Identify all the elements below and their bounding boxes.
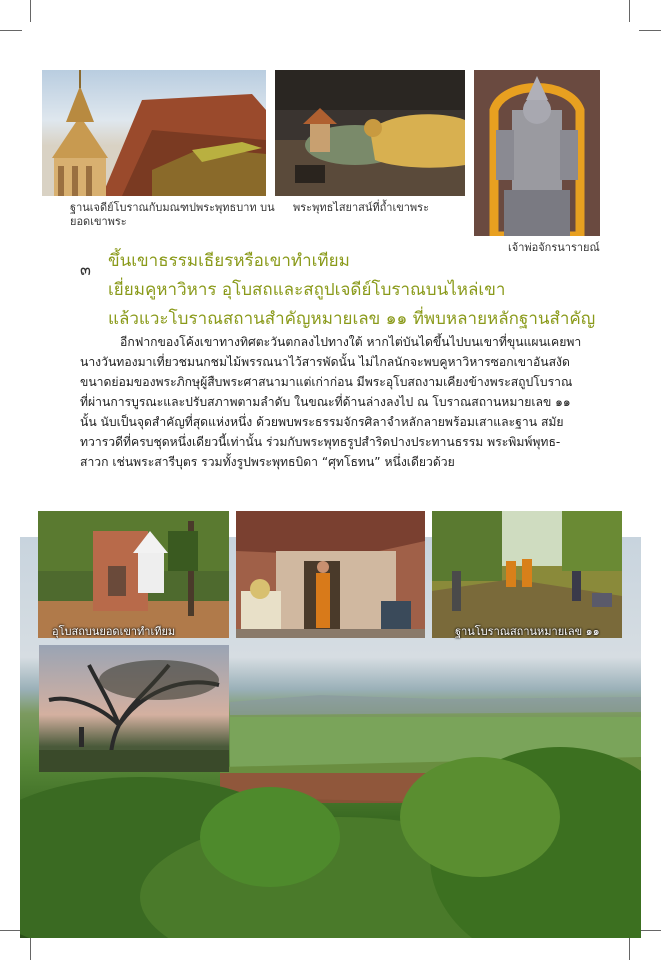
- crop-mark: [0, 930, 22, 931]
- section-body: [80, 332, 600, 472]
- crop-mark: [639, 30, 661, 31]
- body-line: ขนาดย่อมของพระภิกษุผู้สืบพระศาสนามาแต่เก่าก่อน มีพระอุโบสถงามเคียงข้างพระสถูปโบราณ: [80, 375, 573, 389]
- silhouette-tree-photo: [39, 645, 229, 772]
- ubosot-caption: อุโบสถบนยอดเขาทำเทียม: [52, 625, 176, 638]
- body-line: อีกฟากของโค้งเขาทางทิศตะวันตกลงไปทางใต้ หากไต่บันไดขึ้นไปบนเขาที่ขุนแผนเคยพา: [120, 335, 582, 349]
- crop-mark: [639, 930, 661, 931]
- crop-mark: [629, 938, 630, 960]
- body-line: นั้น นับเป็นจุดสำคัญที่สุดแห่งหนึ่ง ด้วยพบพระธรรมจักรศิลาจำหลักลายพร้อมเสาและฐาน สมัย: [80, 415, 564, 429]
- cave-monk-illustration: [236, 511, 425, 638]
- body-line: ทวารวดีที่ครบชุดหนึ่งเดียวนี้เท่านั้น ร่วมกับพระพุทธรูปสำริดปางประทานธรรม พระพิมพ์พุทธ-: [80, 435, 561, 449]
- statue-photo: [474, 70, 600, 236]
- ubosot-photo: [38, 511, 229, 638]
- silhouette-tree-illustration: [39, 645, 229, 772]
- reclining-buddha-photo: [275, 70, 465, 196]
- section-title-line-1: ขึ้นเขาธรรมเธียรหรือเขาทำเทียม: [108, 251, 350, 271]
- statue-caption: เจ้าพ่อจักรนารายณ์: [508, 241, 600, 254]
- reclining-buddha-illustration: [275, 70, 465, 196]
- body-line: ที่ผ่านการบูรณะและปรับสภาพตามลำดับ ในขณะที่ด้านล่างลงไป ณ โบราณสถานหมายเลข ๑๑: [80, 395, 571, 409]
- chedi-caption: ฐานเจดีย์โบราณกับมณฑปพระพุทธบาท บนยอดเขาพระ: [70, 201, 275, 228]
- chedi-illustration: [42, 70, 266, 196]
- site11-illustration: [432, 511, 622, 638]
- body-line: สาวก เช่นพระสารีบุตร รวมทั้งรูปพระพุทธบิดา “ศุทโธทน” หนึ่งเดียวด้วย: [80, 455, 455, 469]
- site11-caption: ฐานโบราณสถานหมายเลข ๑๑: [455, 625, 600, 638]
- statue-illustration: [474, 70, 600, 236]
- crop-mark: [30, 0, 31, 22]
- reclining-caption: พระพุทธไสยาสน์ที่ถ้ำเขาพระ: [293, 201, 429, 214]
- section-title-line-2: เยี่ยมคูหาวิหาร อุโบสถและสถูปเจดีย์โบราณบนไหล่เขา: [108, 280, 506, 300]
- site11-photo: [432, 511, 622, 638]
- crop-mark: [0, 30, 22, 31]
- section-number: ๓: [80, 260, 91, 279]
- ubosot-illustration: [38, 511, 229, 638]
- section-title-line-3: แล้วแวะโบราณสถานสำคัญหมายเลข ๑๑ ที่พบหลายหลักฐานสำคัญ: [108, 309, 596, 329]
- body-line: นางวันทองมาเที่ยวชมนกชมไม้พรรณนาไว้สารพัดนั้น ไม่ไกลนักจะพบคูหาวิหารซอกเขาอันสงัด: [80, 355, 570, 369]
- cave-monk-photo: [236, 511, 425, 638]
- crop-mark: [30, 938, 31, 960]
- chedi-photo: [42, 70, 266, 196]
- crop-mark: [629, 0, 630, 22]
